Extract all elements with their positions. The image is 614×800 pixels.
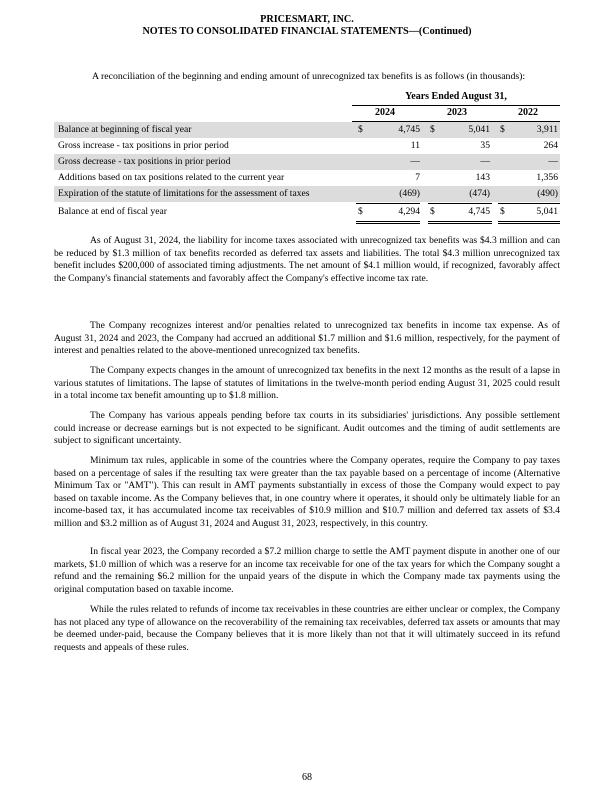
- body-paragraph: The Company recognizes interest and/or penalties related to unrecognized tax benefits in income tax expense. As of August 31, 2024 and 2023, the Company had accrued an additional $1.7 million and $1.6 million, respectively, for the payment of interest and penalties related to the above-mentioned unrecognized tax benefits.: [54, 320, 560, 357]
- value-2023: —: [480, 156, 490, 167]
- total-double-rule: [498, 223, 560, 224]
- total-double-rule: [428, 221, 492, 222]
- year-header: 2023: [447, 107, 467, 118]
- total-double-rule: [498, 221, 560, 222]
- value-2024: 7: [415, 172, 420, 183]
- row-label: Balance at beginning of fiscal year: [58, 124, 192, 135]
- value-2022: 1,356: [536, 172, 558, 183]
- value-2022: (490): [537, 188, 558, 199]
- currency-symbol: $: [358, 124, 363, 135]
- total-double-rule: [428, 223, 492, 224]
- intro-text: A reconciliation of the beginning and ending amount of unrecognized tax benefits is as follows (in thousands):: [92, 71, 526, 82]
- row-label: Additions based on tax positions related to the current year: [58, 172, 285, 183]
- value-2023: 4,745: [468, 206, 490, 217]
- value-2024: 4,294: [398, 206, 420, 217]
- value-2022: 5,041: [536, 206, 558, 217]
- value-2024: —: [410, 156, 420, 167]
- row-label: Gross decrease - tax positions in prior period: [58, 156, 231, 167]
- value-2023: 143: [475, 172, 490, 183]
- currency-symbol: $: [358, 206, 363, 217]
- value-2022: 3,911: [536, 124, 558, 135]
- body-paragraph: The Company expects changes in the amount of unrecognized tax benefits in the next 12 months as the result of a lapse in various statutes of limitations. The lapse of statutes of limitations in the twelve-month period ending August 31, 2025 could result in a total income tax benefit amounting up to $1.8 million.: [54, 365, 560, 402]
- period-heading: Years Ended August 31,: [352, 91, 560, 106]
- value-2024: 4,745: [398, 124, 420, 135]
- table-row: [54, 154, 560, 170]
- year-header: 2022: [518, 107, 538, 118]
- table-row: [54, 122, 560, 138]
- row-label: Expiration of the statute of limitations for the assessment of taxes: [58, 188, 310, 199]
- row-label: Gross increase - tax positions in prior period: [58, 140, 229, 151]
- body-paragraph: Minimum tax rules, applicable in some of the countries where the Company operates, require the Company to pay taxes based on a percentage of sales if the resulting tax were greater than the tax payable based on a percentage of income (Alternative Minimum Tax or "AMT"). This can result in AMT payments substantially in excess of those the Company would expect to pay based on taxable income. As the Company believes that, in one country where it operates, it should only be ultimately liable for an income-based tax, it has accumulated income tax receivables of $10.9 million and $10.7 million and deferred tax assets of $3.4 million and $3.2 million as of August 31, 2024 and August 31, 2023, respectively, in this country.: [54, 455, 560, 529]
- currency-symbol: $: [430, 206, 435, 217]
- year-header: 2024: [375, 107, 395, 118]
- currency-symbol: $: [500, 124, 505, 135]
- total-double-rule: [356, 223, 420, 224]
- value-2023: (474): [469, 188, 490, 199]
- body-paragraph: As of August 31, 2024, the liability for income taxes associated with unrecognized tax benefits was $4.3 million and can be reduced by $1.3 million of tax benefits recorded as deferred tax assets and liabilities. The total $4.3 million unrecognized tax benefit includes $200,000 of associated timing adjustments. The net amount of $4.1 million would, if recognized, favorably affect the Company's financial statements and favorably affect the Company's effective income tax rate.: [54, 235, 560, 284]
- body-paragraph: The Company has various appeals pending before tax courts in its subsidiaries' jurisdictions. Any possible settlement could increase or decrease earnings but is not expected to be significant. Audit outcomes and the timing of audit settlements are subject to significant uncertainty.: [54, 410, 560, 447]
- value-2022: 264: [543, 140, 558, 151]
- table-row: [54, 170, 560, 186]
- value-2024: 11: [410, 140, 420, 151]
- currency-symbol: $: [500, 206, 505, 217]
- total-double-rule: [356, 221, 420, 222]
- value-2022: —: [548, 156, 558, 167]
- row-label: Balance at end of fiscal year: [58, 206, 167, 217]
- value-2023: 35: [480, 140, 490, 151]
- body-paragraph: While the rules related to refunds of income tax receivables in these countries are either unclear or complex, the Company has not placed any type of allowance on the recoverability of the remaining tax receivables, deferred tax assets or amounts that may be deemed under-paid, because the Company believes that it is more likely than not that it will ultimately succeed in its refund requests and appeals of these rules.: [54, 604, 560, 653]
- page-number: 68: [302, 772, 312, 783]
- body-paragraph: In fiscal year 2023, the Company recorded a $7.2 million charge to settle the AMT payment dispute in another one of our markets, $1.0 million of which was a reserve for an income tax receivable for one of the tax years for which the Company sought a refund and the remaining $6.2 million for the unpaid years of the dispute in which the Company made tax payments using the original computation based on taxable income.: [54, 546, 560, 595]
- value-2023: 5,041: [468, 124, 490, 135]
- currency-symbol: $: [430, 124, 435, 135]
- value-2024: (469): [399, 188, 420, 199]
- table-row: [54, 186, 560, 202]
- table-row: [54, 138, 560, 154]
- table-row: [54, 204, 560, 220]
- company-name: PRICESMART, INC.: [260, 14, 354, 25]
- page-subtitle: NOTES TO CONSOLIDATED FINANCIAL STATEMENTS—(Continued): [142, 26, 472, 37]
